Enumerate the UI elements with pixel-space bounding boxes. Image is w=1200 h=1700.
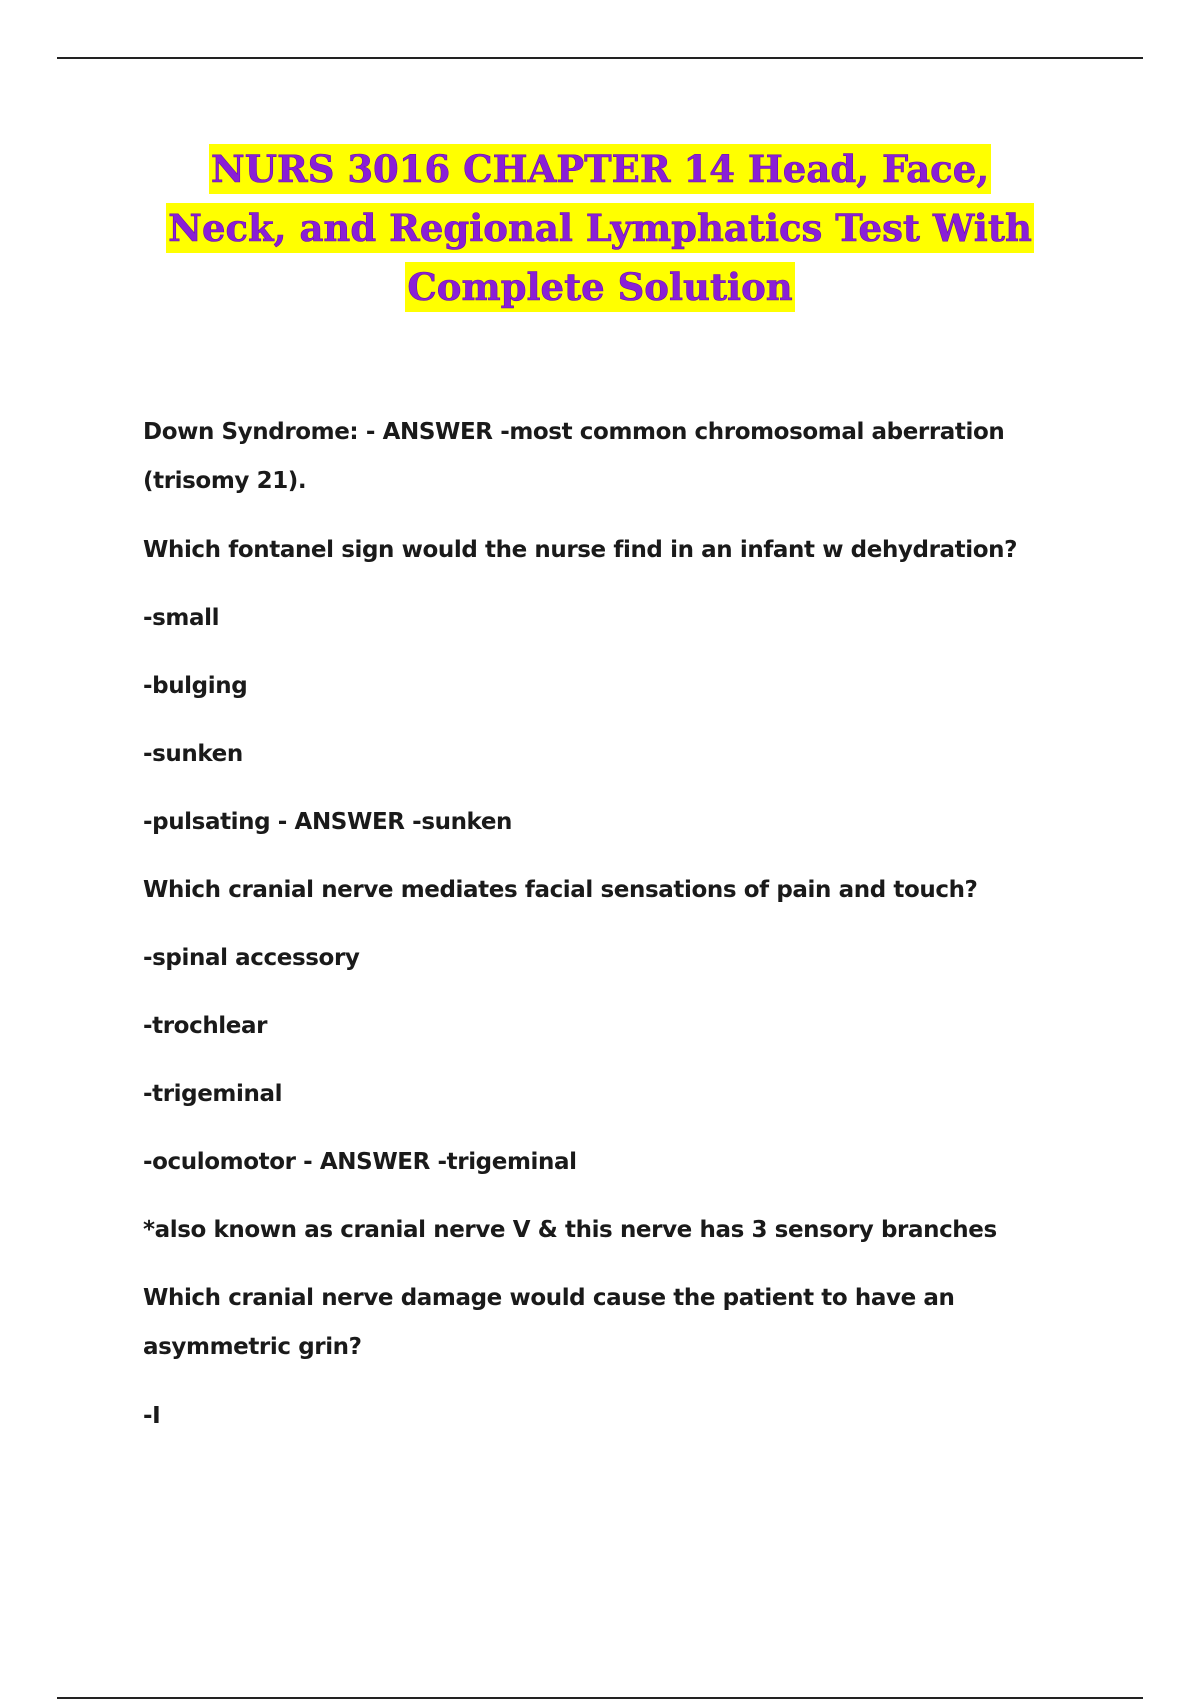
note-line: *also known as cranial nerve V & this nerve has 3 sensory branches bbox=[143, 1217, 997, 1243]
question-paragraph: Which cranial nerve mediates facial sensations of pain and touch? bbox=[143, 877, 978, 903]
option-line: -trochlear bbox=[143, 1013, 268, 1039]
answer-line: -pulsating - ANSWER -sunken bbox=[143, 809, 513, 835]
option-line: -trigeminal bbox=[143, 1081, 283, 1107]
bottom-rule bbox=[57, 1697, 1143, 1699]
title-line-1: NURS 3016 CHAPTER 14 Head, Face, bbox=[60, 140, 1140, 199]
question-paragraph: Which cranial nerve damage would cause the patient to have an asymmetric grin? bbox=[143, 1285, 955, 1360]
question-paragraph: Which fontanel sign would the nurse find in an infant w dehydration? bbox=[143, 537, 1018, 563]
option-line: -sunken bbox=[143, 741, 243, 767]
option-line: -spinal accessory bbox=[143, 945, 360, 971]
title-line-3: Complete Solution bbox=[60, 258, 1140, 317]
option-line: -bulging bbox=[143, 673, 248, 699]
title-line-2: Neck, and Regional Lymphatics Test With bbox=[60, 199, 1140, 258]
document-body bbox=[143, 408, 1103, 1460]
document-title bbox=[60, 140, 1140, 317]
answer-paragraph: Down Syndrome: - ANSWER -most common chromosomal aberration (trisomy 21). bbox=[143, 419, 1005, 494]
option-line: -small bbox=[143, 605, 220, 631]
top-rule bbox=[57, 57, 1143, 59]
answer-line: -oculomotor - ANSWER -trigeminal bbox=[143, 1149, 577, 1175]
option-line: -I bbox=[143, 1403, 161, 1429]
